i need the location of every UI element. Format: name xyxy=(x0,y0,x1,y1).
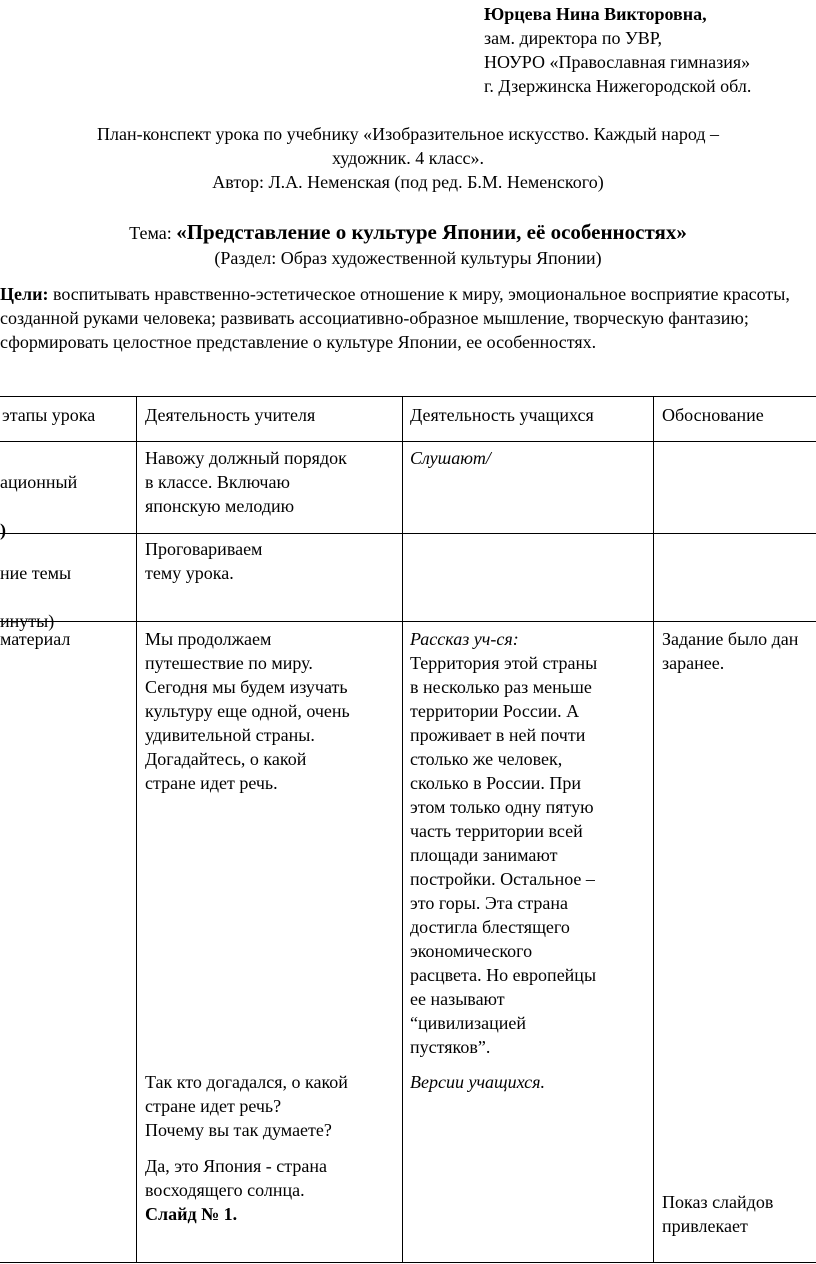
row3-teacher-slide: Слайд № 1. xyxy=(145,1204,238,1224)
row3-reason-task: Задание было дан заранее. xyxy=(662,629,799,673)
row3-students-versions: Версии учащихся. xyxy=(410,1072,546,1092)
plan-line-1: План-конспект урока по учебнику «Изобразительное искусство. Каждый народ – xyxy=(96,124,720,144)
row3-stage: материал xyxy=(0,629,71,649)
topic-section: (Раздел: Образ художественной культуры Японии) xyxy=(214,248,602,268)
header-students: Деятельность учащихся xyxy=(410,405,594,425)
row3-teacher-answer: Да, это Япония - страна восходящего солнца. xyxy=(145,1156,327,1200)
author-name: Юрцева Нина Викторовна, xyxy=(484,4,707,24)
table-col-divider-3 xyxy=(653,396,654,1263)
topic-title: «Представление о культуре Японии, её особенностях» xyxy=(176,220,687,244)
topic-line xyxy=(0,220,816,245)
author-position: зам. директора по УВР, xyxy=(484,28,663,48)
goals-text: воспитывать нравственно-эстетическое отношение к миру, эмоциональное восприятие красоты, созданной руками человека; развивать ассоциативно-образное мышление, творческую фантазию; сформировать целостное представление о культуре Японии, ее особенностях. xyxy=(0,284,790,352)
row3-teacher-question: Так кто догадался, о какой стране идет речь? Почему вы так думаете? xyxy=(145,1072,348,1140)
row2-teacher: Проговариваем тему урока. xyxy=(145,539,263,583)
author-school: НОУРО «Православная гимназия» xyxy=(484,52,751,72)
row1-teacher: Навожу должный порядок в классе. Включаю японскую мелодию xyxy=(145,448,347,516)
plan-line-2: художник. 4 класс». xyxy=(331,148,485,168)
table-col-divider-2 xyxy=(402,396,403,1263)
row3-reason-slides: Показ слайдов привлекает xyxy=(662,1192,774,1236)
row1-stage-line2: ) xyxy=(0,520,6,540)
plan-line-3: Автор: Л.А. Неменская (под ред. Б.М. Неменского) xyxy=(212,172,604,192)
header-reason: Обоснование xyxy=(662,405,764,425)
table-border-bottom xyxy=(0,1262,816,1263)
row3-teacher-intro: Мы продолжаем путешествие по миру. Сегодня мы будем изучать культуру еще одной, очень удивительной страны. Догадайтесь, о какой стране идет речь. xyxy=(145,629,350,793)
row3-students-title: Рассказ уч-ся: xyxy=(410,629,519,649)
row2-stage-line1: ние темы xyxy=(0,563,72,583)
table-col-divider-1 xyxy=(136,396,137,1263)
table-border-top xyxy=(0,396,816,397)
goals-label: Цели: xyxy=(0,284,49,304)
header-stages: этапы урока xyxy=(2,405,96,425)
row1-stage-line1: ационный xyxy=(0,472,78,492)
goals-paragraph xyxy=(0,282,816,354)
row2-stage-line2: инуты) xyxy=(0,611,55,631)
author-block xyxy=(484,2,751,98)
row3-students-story: Территория этой страны в несколько раз меньше территории России. А проживает в ней почти столько же человек, сколько в России. При этом только одну пятую часть территории всей площади занимают постройки. Остальное – это горы. Эта страна достигла блестящего экономического расцвета. Но европейцы ее называют “цивилизацией пустяков”. xyxy=(410,653,598,1057)
topic-label: Тема: xyxy=(129,223,177,243)
header-teacher: Деятельность учителя xyxy=(145,405,316,425)
author-city: г. Дзержинска Нижегородской обл. xyxy=(484,76,752,96)
row1-students: Слушают/ xyxy=(410,448,491,468)
table-border-header xyxy=(0,441,816,442)
